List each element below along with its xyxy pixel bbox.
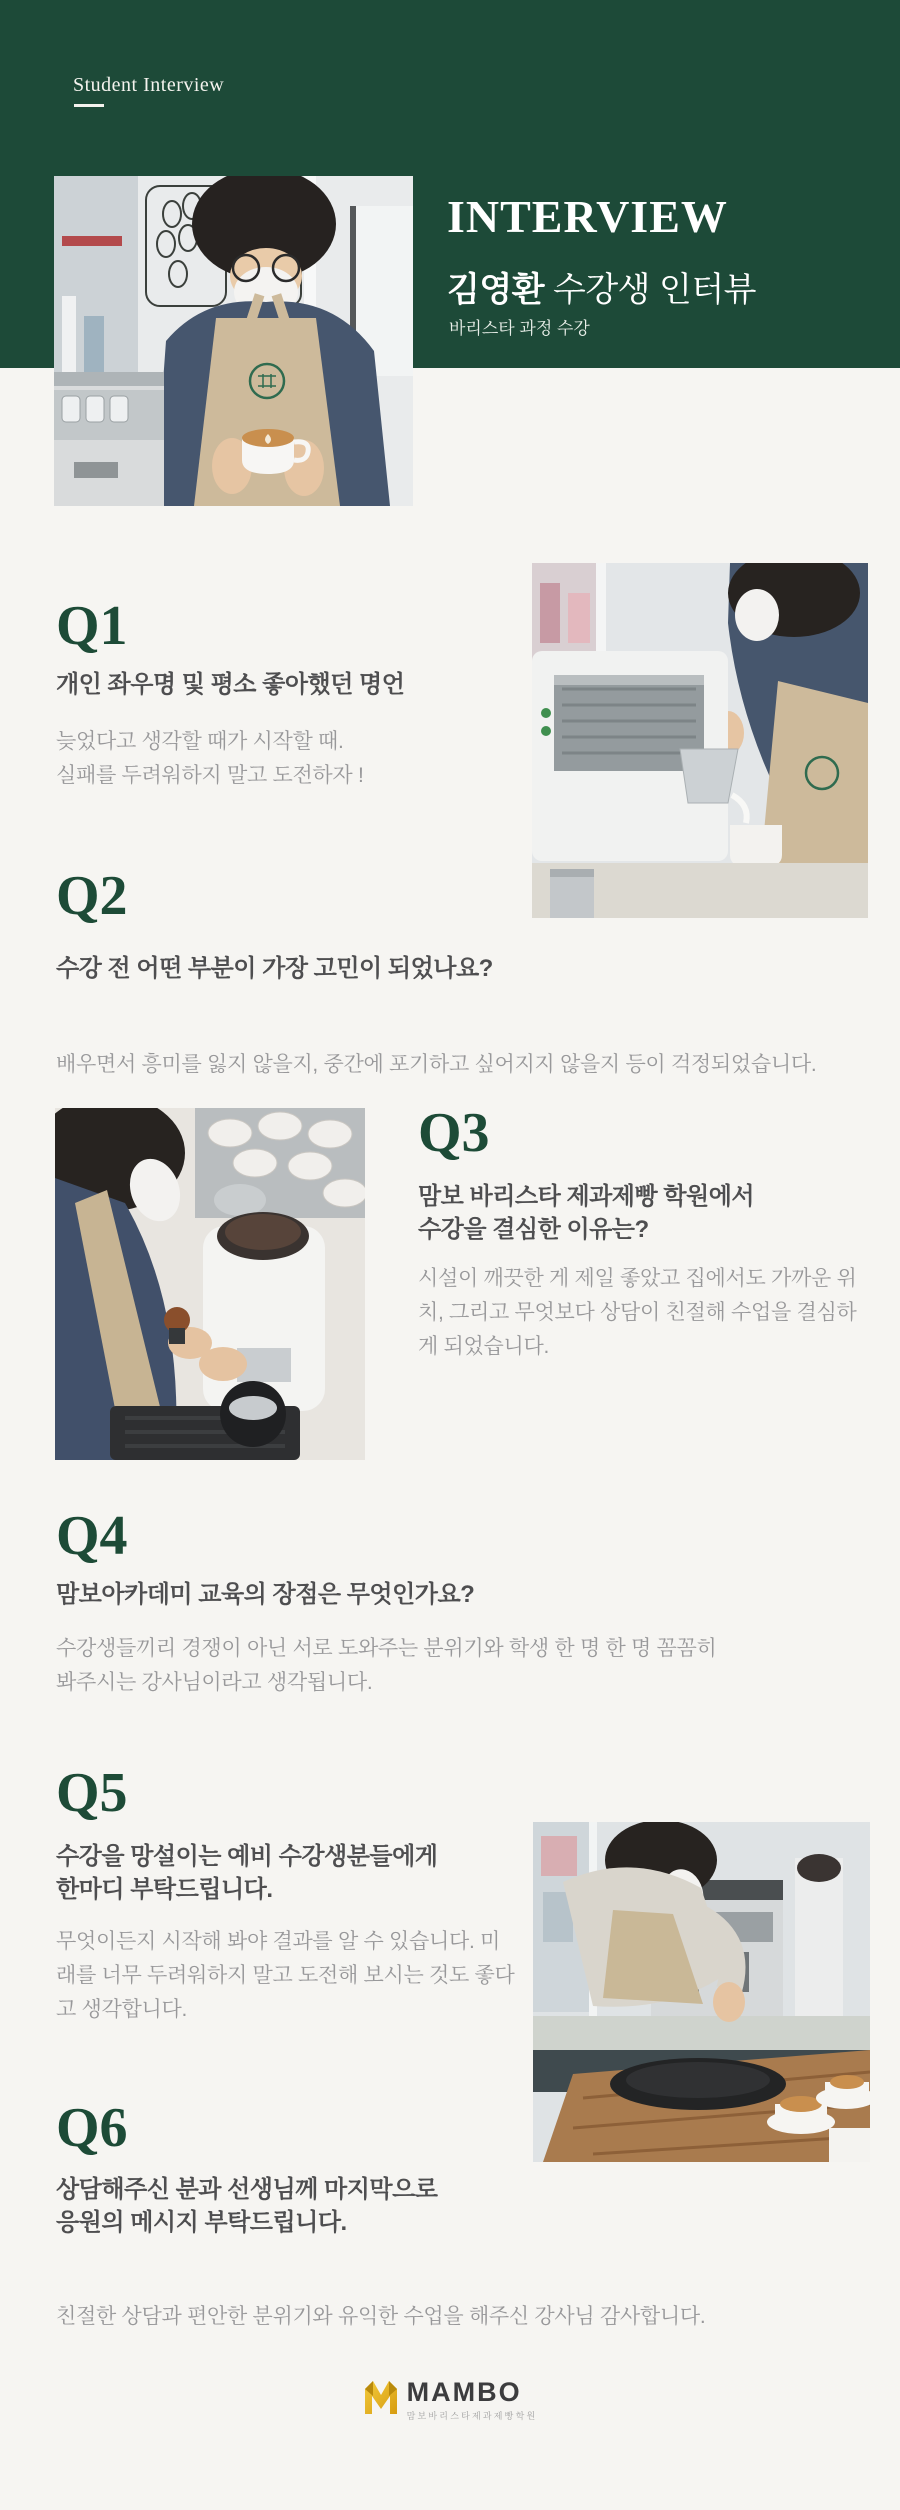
q3-photo: [55, 1108, 365, 1460]
q1-title: [56, 668, 404, 701]
hand-right: [199, 1347, 247, 1381]
glassware: [62, 396, 128, 422]
q5-photo: [533, 1822, 870, 2162]
q4-label: Q4: [56, 1505, 128, 1567]
q2-title-line: 수강 전 어떤 부분이 가장 고민이 되었나요?: [56, 955, 493, 982]
q3-answer-line: 치, 그리고 무엇보다 상담이 친절해 수업을 결심하: [418, 1301, 857, 1324]
q1-title-line: 개인 좌우명 및 평소 좋아했던 명언: [56, 671, 405, 698]
q5-answer: [56, 1925, 526, 2027]
q3-photo-art: [55, 1108, 365, 1460]
q4-answer-line: 수강생들끼리 경쟁이 아닌 서로 도와주는 분위기와 학생 한 명 한 명 꼼꼼히: [56, 1637, 717, 1660]
subtitle-rest: 수강생 인터뷰: [544, 271, 757, 309]
footer-logo-sub: 맘보바리스타제과제빵학원: [406, 2411, 538, 2421]
q1-answer-line: 실패를 두려워하지 말고 도전하자 !: [56, 764, 364, 787]
q5-label: Q5: [56, 1762, 128, 1824]
q4-answer-line: 봐주시는 강사님이라고 생각됩니다.: [56, 1671, 373, 1694]
q5-answer-line: 무엇이든지 시작해 봐야 결과를 알 수 있습니다. 미: [56, 1930, 500, 1953]
hero-course: 바리스타 과정 수강: [449, 319, 590, 338]
q1-answer: [56, 725, 363, 793]
q1-photo-art: [532, 563, 868, 918]
q6-title: [56, 2173, 437, 2239]
cup: [730, 825, 782, 869]
q5-title-line: 수강을 망설이는 예비 수강생분들에게: [56, 1843, 438, 1870]
q6-answer: [56, 2300, 866, 2334]
hero-subtitle: [447, 262, 756, 311]
counter: [533, 2016, 870, 2050]
hero-title: INTERVIEW: [447, 191, 728, 242]
q1-label: Q1: [56, 595, 128, 657]
q2-title: [56, 952, 493, 985]
footer-logo: [363, 2378, 538, 2422]
hand: [713, 1982, 745, 2022]
eyebrow-underline: [74, 104, 104, 107]
q2-label: Q2: [56, 865, 128, 927]
q5-photo-art: [533, 1822, 870, 2162]
q3-title: [418, 1180, 754, 1246]
q3-title-line: 맘보 바리스타 제과제빵 학원에서: [418, 1183, 755, 1210]
q3-answer: [418, 1262, 888, 1364]
footer-text-block: [407, 2378, 538, 2422]
q5-title: [56, 1840, 437, 1906]
q3-title-line: 수강을 결심한 이유는?: [418, 1216, 649, 1243]
footer: [0, 2378, 900, 2422]
q2-answer-line: 배우면서 흥미를 잃지 않을지, 중간에 포기하고 싶어지지 않을지 등이 걱정되었습니다.: [56, 1053, 817, 1076]
q4-title-line: 맘보아카데미 교육의 장점은 무엇인가요?: [56, 1581, 475, 1608]
q2-answer: [56, 1048, 866, 1082]
q3-answer-line: 시설이 깨끗한 게 제일 좋았고 집에서도 가까운 위: [418, 1267, 857, 1290]
q3-answer-line: 게 되었습니다.: [418, 1335, 549, 1358]
q6-title-line: 상담해주신 분과 선생님께 마지막으로: [56, 2176, 438, 2203]
q5-answer-line: 고 생각합니다.: [56, 1998, 187, 2021]
q6-title-line: 응원의 메시지 부탁드립니다.: [56, 2209, 347, 2236]
mambo-m-icon: [363, 2378, 399, 2416]
q5-answer-line: 래를 너무 두려워하지 말고 도전해 보시는 것도 좋다: [56, 1964, 515, 1987]
footer-logo-text: MAMBO: [406, 2377, 522, 2407]
q3-label: Q3: [418, 1102, 490, 1164]
q1-photo: [532, 563, 868, 918]
q4-title: [56, 1578, 474, 1611]
paper: [829, 2128, 870, 2162]
q1-answer-line: 늦었다고 생각할 때가 시작할 때.: [56, 730, 344, 753]
q4-answer: [56, 1632, 866, 1700]
student-name: 김영환: [447, 271, 545, 309]
q5-title-line: 한마디 부탁드립니다.: [56, 1876, 273, 1903]
mask: [735, 589, 779, 641]
q6-label: Q6: [56, 2097, 128, 2159]
q6-answer-line: 친절한 상담과 편안한 분위기와 유익한 수업을 해주신 강사님 감사합니다.: [56, 2305, 706, 2328]
hero-photo-art: [54, 176, 413, 506]
eyebrow-label: Student Interview: [73, 74, 225, 96]
hero-photo: [54, 176, 413, 506]
